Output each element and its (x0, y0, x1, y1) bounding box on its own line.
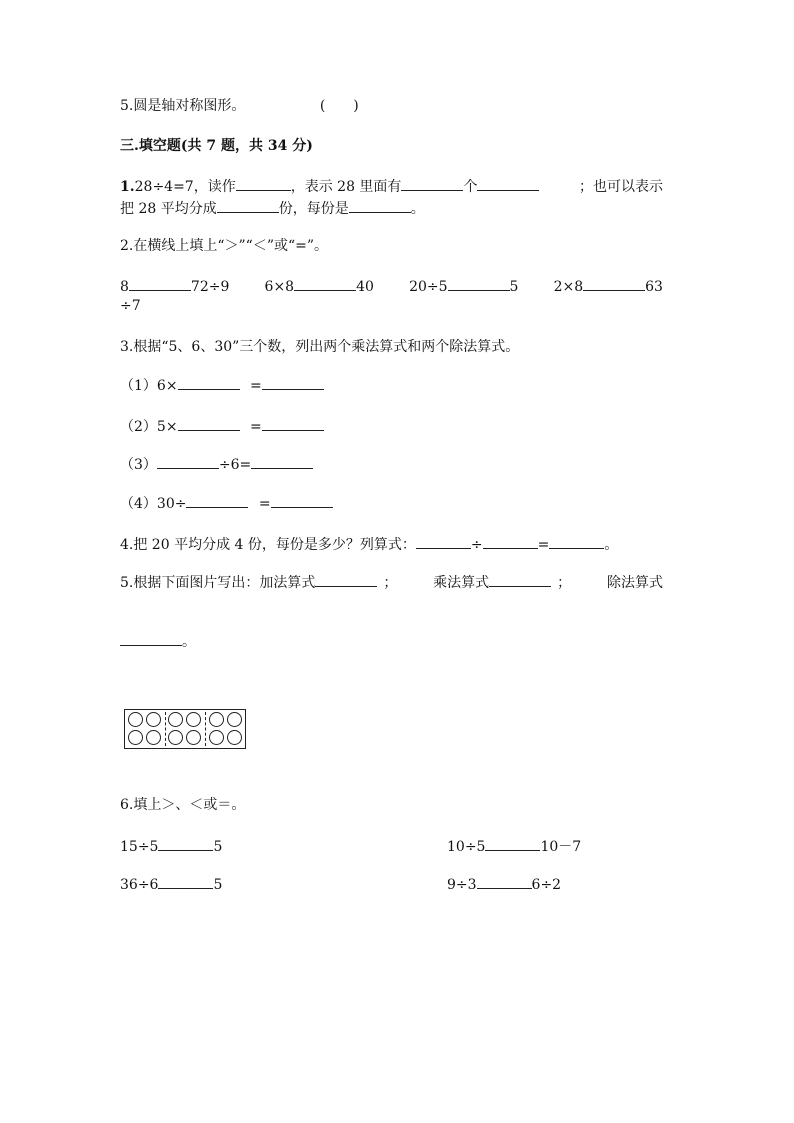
question-6-title: 6.填上＞、＜或＝。 (120, 797, 246, 813)
circle-icon (168, 730, 183, 745)
blank[interactable] (178, 375, 240, 390)
circle-icon (186, 730, 201, 745)
question-2-wrap: ÷7 (120, 298, 141, 314)
question-2-title: 2.在横线上填上“＞”“＜”或“=”。 (120, 238, 329, 254)
q3-text: （2）5× (120, 419, 178, 435)
q2-left: 20÷5 (409, 279, 448, 295)
q2-right: 5 (509, 279, 519, 295)
q5-part-b (433, 572, 571, 593)
q2-item-c (409, 276, 518, 297)
q2-item-d (554, 276, 663, 297)
q1-number: 1. (120, 179, 135, 195)
blank[interactable] (217, 198, 279, 213)
answer-parentheses[interactable]: ( ) (319, 98, 359, 114)
q6-row-1 (120, 836, 582, 857)
blank[interactable] (262, 416, 324, 431)
blank[interactable] (157, 454, 219, 469)
dashed-divider (165, 712, 166, 746)
blank[interactable] (583, 276, 645, 291)
q2-right: 63 (645, 279, 663, 295)
q6-right: 5 (213, 877, 223, 893)
q5-text: 除法算式 (606, 575, 663, 591)
q6-left: 9÷3 (447, 877, 477, 893)
question-text: 5.圆是轴对称图形。 (120, 98, 246, 114)
blank[interactable] (158, 874, 213, 889)
q1-part: 把 28 平均分成 (120, 201, 217, 217)
blank[interactable] (158, 836, 213, 851)
q2-left: 2×8 (553, 279, 584, 295)
blank[interactable] (448, 276, 510, 291)
q5-text: 乘法算式 (433, 575, 490, 591)
question-3-title: 3.根据“5、6、30”三个数，列出两个乘法算式和两个除法算式。 (120, 339, 520, 355)
circle-icon (209, 712, 224, 727)
q6-left: 36÷6 (120, 877, 159, 893)
question-1-line-1 (120, 176, 663, 197)
q5-sep: ； (383, 575, 398, 591)
blank[interactable] (477, 874, 532, 889)
q6-right: 6÷2 (531, 877, 562, 893)
q5-sep: ； (557, 575, 572, 591)
blank[interactable] (315, 572, 377, 587)
q5-text: 5.根据下面图片写出：加法算式 (120, 575, 316, 591)
blank[interactable] (271, 493, 333, 508)
blank[interactable] (416, 534, 471, 549)
q4-op: 。 (604, 537, 619, 553)
q6-right: 10－7 (540, 839, 582, 855)
circle-icon (146, 730, 161, 745)
q3-text: = (250, 419, 262, 435)
blank[interactable] (294, 276, 356, 291)
q3-row-2 (120, 416, 324, 437)
circle-icon (128, 712, 143, 727)
q1-part: 。 (410, 201, 425, 217)
q6-left: 10÷5 (447, 839, 486, 855)
blank[interactable] (349, 198, 411, 213)
q6-left: 15÷5 (120, 839, 159, 855)
q3-row-4 (120, 493, 333, 514)
blank[interactable] (120, 631, 182, 646)
section-title: 三.填空题(共 7 题，共 34 分) (120, 138, 313, 154)
q4-op: ÷ (470, 537, 483, 553)
q1-part: 个 (463, 179, 478, 195)
circle-icon (227, 730, 242, 745)
q3-text: （4）30÷ (120, 496, 187, 512)
circle-icon (186, 712, 201, 727)
q1-text (120, 176, 539, 197)
q2-right: 40 (356, 279, 374, 295)
blank[interactable] (483, 534, 538, 549)
q2-item-b (265, 276, 374, 297)
blank[interactable] (489, 572, 551, 587)
q1-part: ，表示 28 里面有 (290, 179, 402, 195)
question-5-line-2 (120, 631, 196, 652)
blank[interactable] (477, 176, 539, 191)
q2-left: 6×8 (264, 279, 295, 295)
blank[interactable] (178, 416, 240, 431)
q1-part: 份，每份是 (278, 201, 349, 217)
question-2-items (120, 276, 663, 297)
question-4 (120, 534, 618, 555)
q5-end: 。 (182, 634, 196, 650)
question-1-line-2 (120, 198, 425, 219)
q4-op: = (537, 537, 550, 553)
q3-text: = (250, 378, 262, 394)
blank[interactable] (186, 493, 248, 508)
question-5-prev (120, 96, 359, 116)
q4-text: 4.把 20 平均分成 4 份，每份是多少？列算式： (120, 537, 416, 553)
q3-text: （1）6× (120, 378, 178, 394)
circle-icon (209, 730, 224, 745)
blank[interactable] (129, 276, 191, 291)
q3-row-1 (120, 375, 324, 396)
blank[interactable] (262, 375, 324, 390)
circle-groups-figure (124, 709, 246, 749)
q6-item-d (447, 874, 561, 895)
blank[interactable] (401, 176, 463, 191)
q2-left: 8 (120, 279, 129, 295)
q6-right: 5 (213, 839, 223, 855)
circle-icon (227, 712, 242, 727)
q1-part: 28÷4=7，读作 (134, 179, 236, 195)
blank[interactable] (549, 534, 604, 549)
blank[interactable] (236, 176, 291, 191)
q3-row-3 (120, 454, 313, 475)
blank[interactable] (251, 454, 313, 469)
circle-icon (168, 712, 183, 727)
q6-item-b (447, 836, 581, 857)
q2-item-a (120, 276, 229, 297)
q3-text: （3） (120, 457, 157, 473)
q3-text: ÷6= (218, 457, 252, 473)
dashed-divider (205, 712, 206, 746)
q2-right: 72÷9 (190, 279, 230, 295)
circle-icon (146, 712, 161, 727)
question-5-line-1 (120, 572, 663, 593)
q3-text: = (258, 496, 271, 512)
circle-icon (128, 730, 143, 745)
blank[interactable] (485, 836, 540, 851)
q1-part: ；也可以表示 (579, 179, 663, 195)
q6-row-2 (120, 874, 562, 895)
q5-part-a (120, 572, 397, 593)
